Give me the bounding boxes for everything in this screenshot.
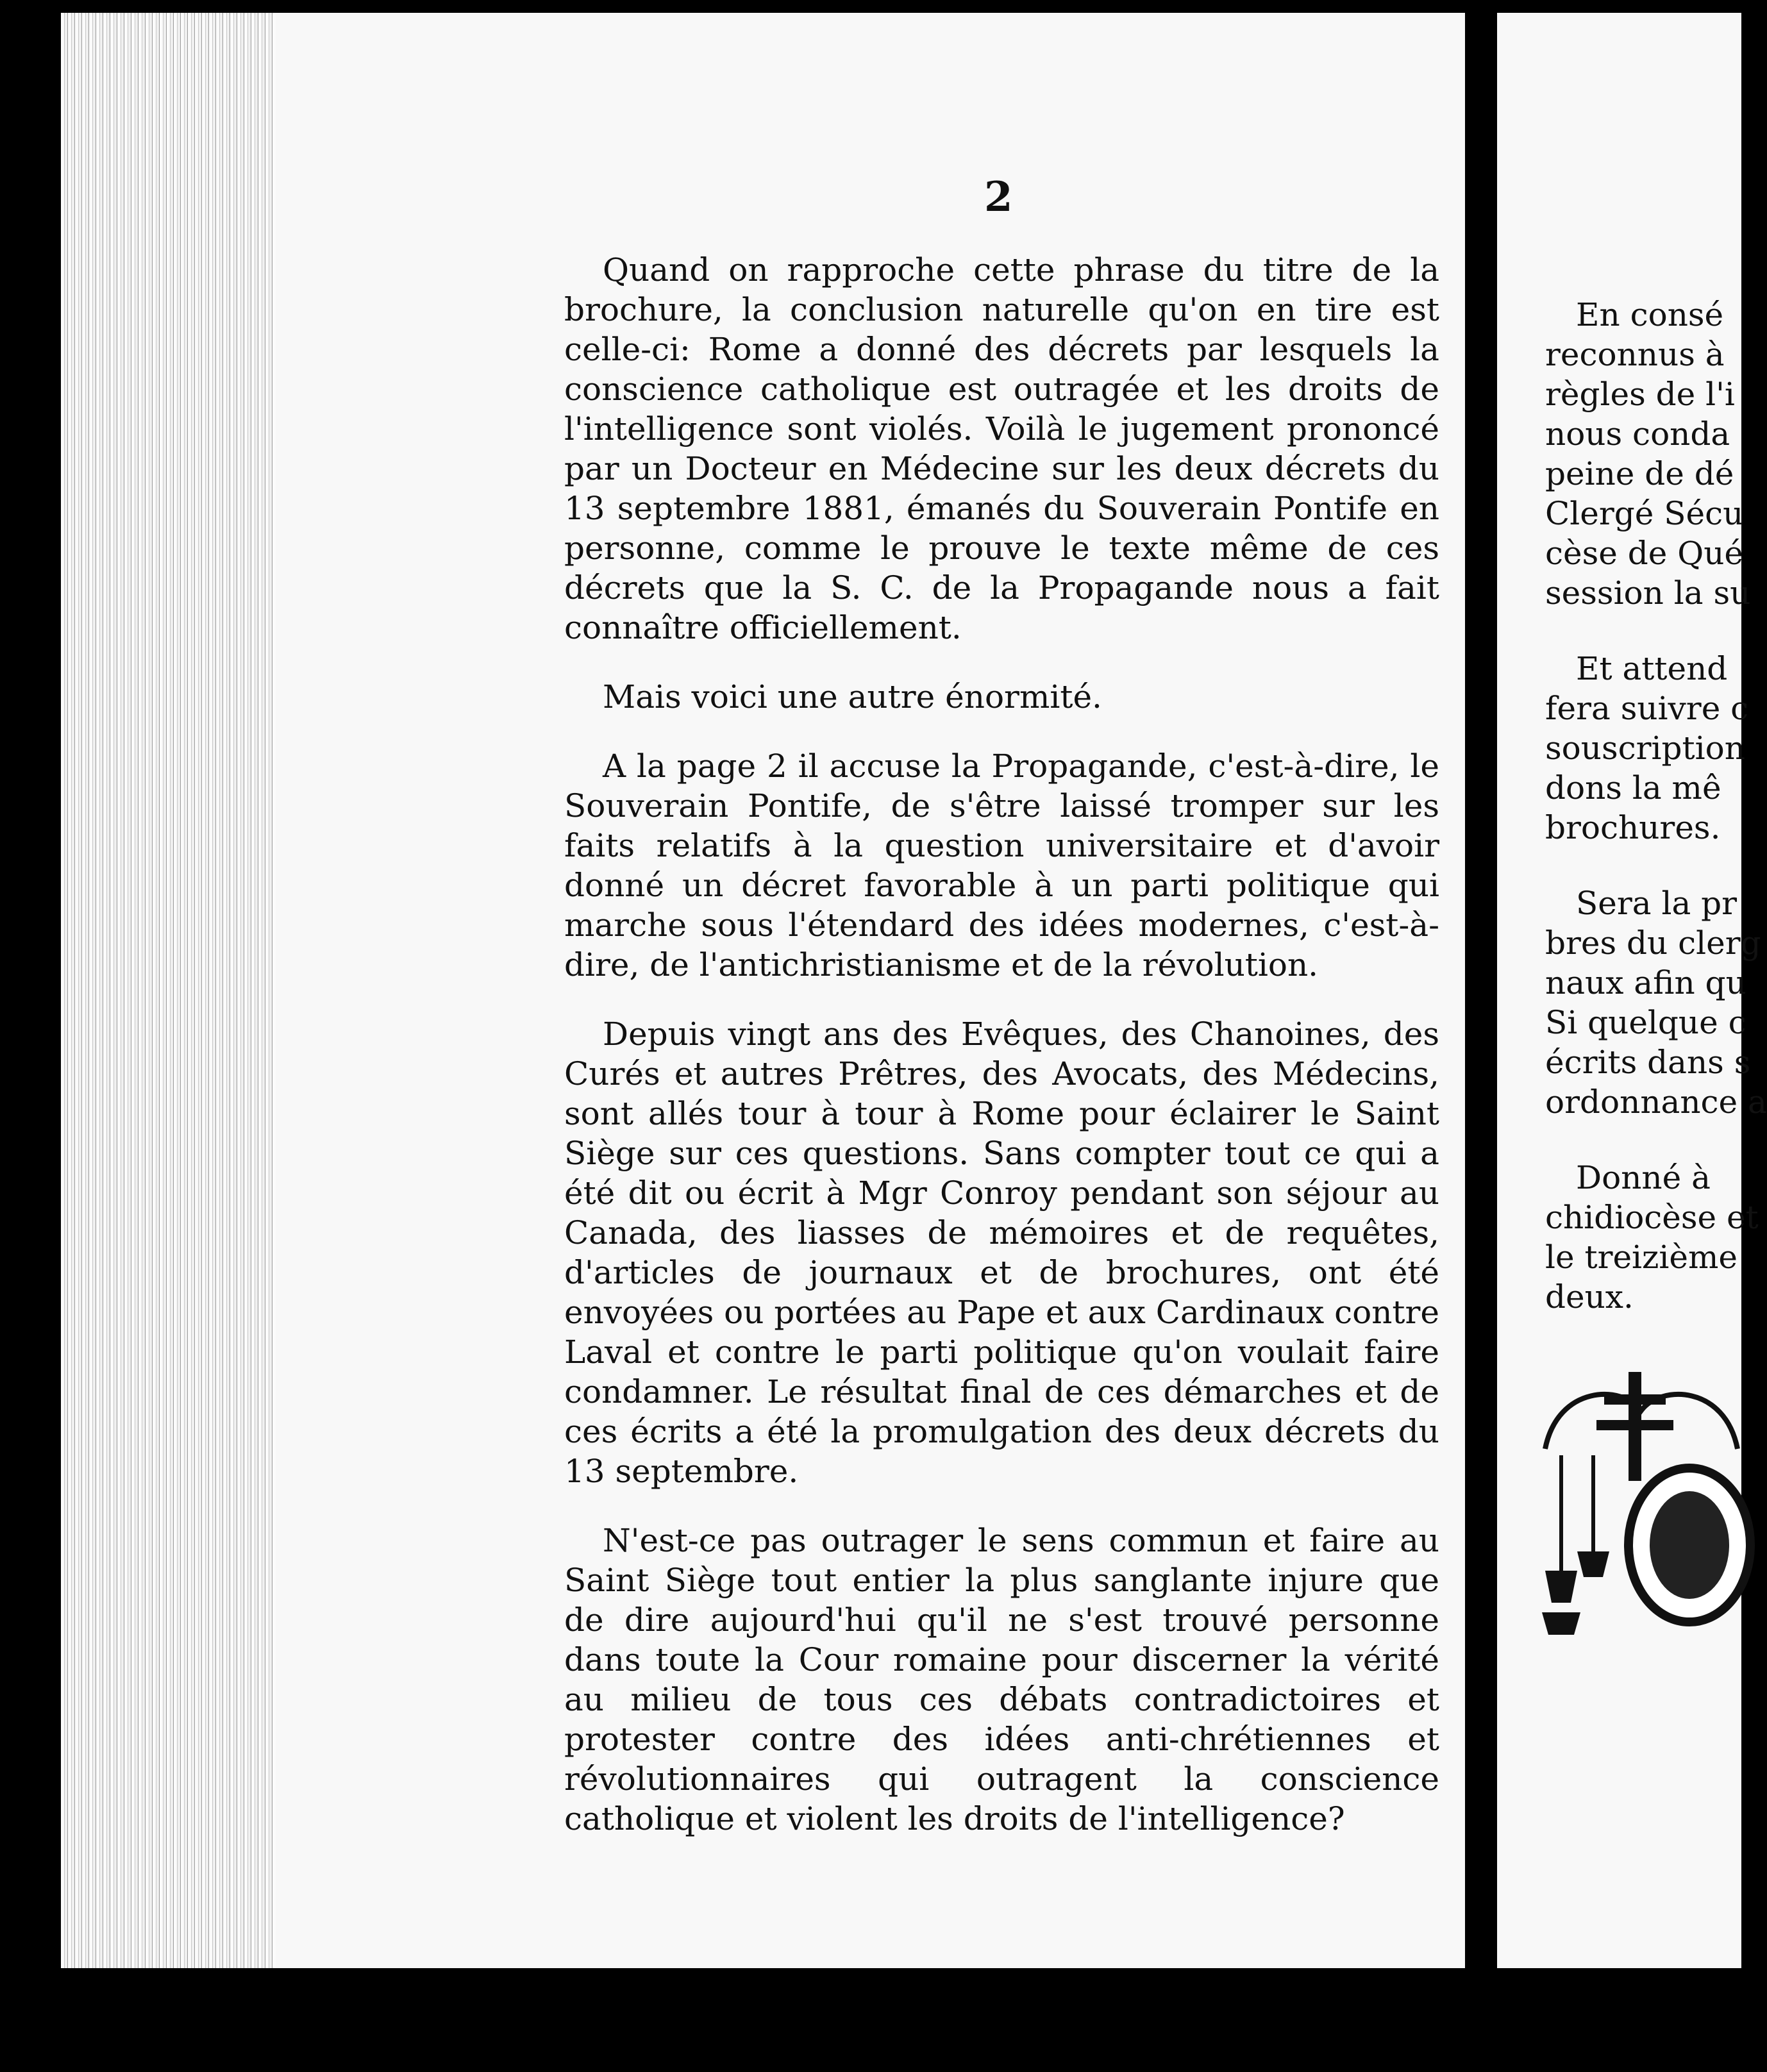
text-line: Donné à [1576, 1159, 1711, 1196]
text-line: règles de l'i [1545, 376, 1735, 413]
text-line: ordonnance a [1545, 1083, 1767, 1121]
paragraph [1545, 295, 1751, 613]
text-line: le treizième [1545, 1239, 1738, 1276]
text-line: écrits dans s [1545, 1044, 1751, 1081]
text-line: Et attend [1576, 650, 1728, 687]
text-line: bres du clerg [1545, 924, 1761, 962]
text-line: dons la mê [1545, 769, 1721, 806]
text-line: naux afin qu [1545, 964, 1746, 1001]
text-line: Sera la pr [1576, 885, 1738, 922]
episcopal-seal-icon [1532, 1359, 1744, 1641]
paragraph: Mais voici une autre énormité. [603, 678, 1102, 715]
text-line: Clergé Sécu [1545, 495, 1744, 532]
paragraph [1545, 1158, 1759, 1317]
paragraph: Depuis vingt ans des Evêques, des Chanoines, des Curés et autres Prêtres, des Avocats, des Médecins, sont allés tour à tour à Rome pour éclairer le Saint Siège sur ces questions. Sans compter tout ce qui a été dit ou écrit à Mgr Conroy pendant son séjour au Canada, des liasses de mémoires et de requêtes, d'articles de journaux et de brochures, ont été envoyées ou portées au Pape et aux Cardinaux contre Laval et contre le parti politique qu'on voulait faire condamner. Le résultat final de ces démarches et de ces écrits a été la promulgation des deux décrets du 13 septembre. [564, 1015, 1439, 1490]
paragraph: Quand on rapproche cette phrase du titre de la brochure, la conclusion naturelle qu'on en tire est celle-ci: Rome a donné des décrets par lesquels la conscience catholique est outragée et les droits de l'intelligence sont violés. Voilà le jugement prononcé par un Docteur en Médecine sur les deux décrets du 13 septembre 1881, émanés du Souverain Pontife en personne, comme le prouve le texte même de ces décrets que la S. C. de la Propagande nous a fait connaître officiellement. [564, 251, 1439, 646]
right-page-text [1545, 295, 1767, 1353]
text-line: nous conda [1545, 415, 1730, 453]
text-line: session la su [1545, 574, 1751, 612]
text-line: peine de dé [1545, 455, 1734, 492]
text-line: cèse de Qué [1545, 535, 1744, 572]
book-gutter [1465, 0, 1497, 2072]
paragraph: N'est-ce pas outrager le sens commun et faire au Saint Siège tout entier la plus sanglante injure que de dire aujourd'hui qu'il ne s'est trouvé personne dans toute la Cour romaine pour discerner la vérité au milieu de tous ces débats contradictoires et protester contre des idées anti-chrétiennes et révolutionnaires qui outragent la conscience catholique et violent les droits de l'intelligence? [564, 1522, 1439, 1837]
left-page-text [564, 250, 1439, 1868]
page-edges [61, 13, 279, 1968]
text-line: Si quelque c [1545, 1004, 1746, 1041]
text-line: deux. [1545, 1278, 1634, 1316]
paragraph [1545, 883, 1767, 1122]
text-line: En consé [1576, 296, 1724, 333]
paragraph: A la page 2 il accuse la Propagande, c'est-à-dire, le Souverain Pontife, de s'être laissé tromper sur les faits relatifs à la question universitaire et d'avoir donné un décret favorable à un parti politique qui marche sous l'étendard des idées modernes, c'est-à-dire, de l'antichristianisme et de la révolution. [564, 748, 1439, 983]
text-line: reconnus à [1545, 336, 1725, 373]
text-line: fera suivre c [1545, 690, 1749, 727]
text-line: brochures. [1545, 809, 1721, 846]
page-number: 2 [984, 173, 1013, 221]
text-line: chidiocèse et [1545, 1199, 1759, 1236]
text-line: souscription [1545, 730, 1745, 767]
paragraph [1545, 649, 1749, 848]
